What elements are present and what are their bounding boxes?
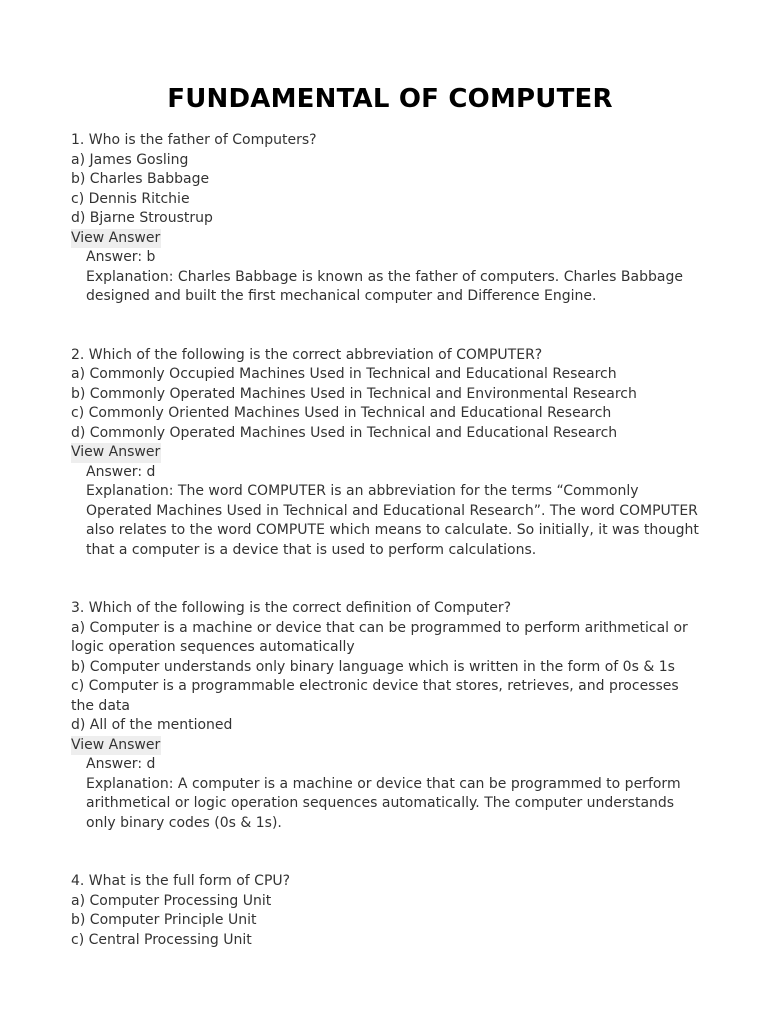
question-block-2 [71, 346, 701, 561]
explanation-text: Explanation: Charles Babbage is known as the father of computers. Charles Babbage designed and built the first mechanical computer and Difference Engine. [86, 268, 683, 304]
option-b: b) Computer Principle Unit [71, 912, 257, 928]
answer-text: Answer: b [86, 249, 156, 265]
option-c: c) Computer is a programmable electronic device that stores, retrieves, and processes the data [71, 678, 679, 714]
question-block-3 [71, 599, 701, 833]
page-title: FUNDAMENTAL OF COMPUTER [167, 84, 613, 114]
option-b: b) Computer understands only binary language which is written in the form of 0s & 1s [71, 658, 675, 675]
option-c: c) Commonly Oriented Machines Used in Technical and Educational Research [71, 405, 612, 421]
option-d: d) Bjarne Stroustrup [71, 210, 213, 226]
option-a: a) Computer is a machine or device that can be programmed to perform arithmetical or logic operation sequences automatically [71, 619, 688, 655]
option-b: b) Charles Babbage [71, 171, 210, 187]
option-a: a) Computer Processing Unit [71, 892, 272, 909]
option-d: d) All of the mentioned [71, 717, 233, 733]
option-a: a) Commonly Occupied Machines Used in Technical and Educational Research [71, 366, 617, 382]
question-text: 3. Which of the following is the correct definition of Computer? [71, 600, 512, 616]
option-c: c) Dennis Ritchie [71, 190, 190, 207]
view-answer-button[interactable]: View Answer [71, 443, 161, 463]
answer-box [71, 755, 701, 833]
question-block-1 [71, 131, 701, 307]
explanation-text: Explanation: The word COMPUTER is an abbreviation for the terms “Commonly Operated Machines Used in Technical and Educational Research”. The word COMPUTER also relates to the word COMPUTE which means to calculate. So initially, it was thought that a computer is a device that is used to perform calculations. [86, 483, 699, 558]
question-text: 1. Who is the father of Computers? [71, 132, 317, 148]
answer-box [71, 463, 701, 561]
explanation-text: Explanation: A computer is a machine or device that can be programmed to perform arithmetical or logic operation sequences automatically. The computer understands only binary codes (0s & 1s). [86, 775, 681, 831]
question-block-4 [71, 872, 701, 950]
option-c: c) Central Processing Unit [71, 931, 252, 948]
option-d: d) Commonly Operated Machines Used in Technical and Educational Research [71, 424, 618, 441]
view-answer-button[interactable]: View Answer [71, 736, 161, 756]
option-b: b) Commonly Operated Machines Used in Technical and Environmental Research [71, 385, 637, 402]
option-a: a) James Gosling [71, 151, 189, 168]
answer-text: Answer: d [86, 463, 156, 480]
view-answer-button[interactable]: View Answer [71, 229, 161, 249]
question-text: 2. Which of the following is the correct abbreviation of COMPUTER? [71, 346, 543, 363]
answer-box [71, 248, 701, 307]
document-page [71, 82, 701, 989]
question-text: 4. What is the full form of CPU? [71, 873, 291, 889]
answer-text: Answer: d [86, 756, 156, 772]
